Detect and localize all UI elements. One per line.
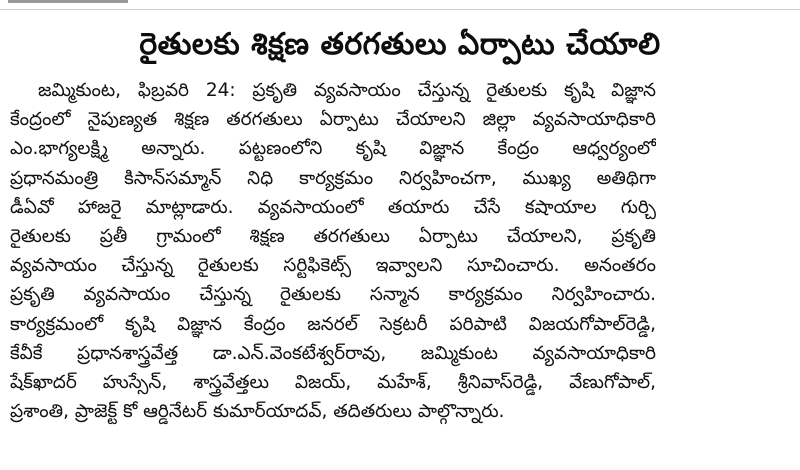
article-line: ప్రకృతి వ్యవసాయం చేస్తున్న రైతులకు సన్మాన కార్యక్రమం నిర్వహించారు. <box>10 284 656 306</box>
headline: రైతులకు శిక్షణ తరగతులు ఏర్పాటు చేయాలి <box>139 27 661 62</box>
article-body <box>10 76 656 426</box>
article-line: ఎం.భాగ్యలక్ష్మి అన్నారు. పట్టణంలోని కృషి విజ్ఞాన కేంద్రం ఆధ్వర్యంలో <box>10 138 656 160</box>
article-line: కేవీకే ప్రధానశాస్త్రవేత్త డా.ఎన్.వెంకటేశ్వర్‌రావు, జమ్మికుంట వ్యవసాయాధికారి <box>10 342 656 364</box>
article-line: రైతులకు ప్రతీ గ్రామంలో శిక్షణ తరగతులు ఏర్పాటు చేయాలని, ప్రకృతి <box>10 225 656 247</box>
divider <box>0 9 800 10</box>
article-line: కేంద్రంలో నైపుణ్యత శిక్షణ తరగతులు ఏర్పాటు చేయాలని జిల్లా వ్యవసాయాధికారి <box>10 109 656 131</box>
article-line: షేక్‌ఖాదర్ హుస్సేన్, శాస్త్రవేత్తలు విజయ్, మహేశ్, శ్రీనివాస్‌రెడ్డి, వేణుగోపాల్, <box>10 371 656 393</box>
top-rule <box>0 0 800 12</box>
article-line: జమ్మికుంట, ఫిబ్రవరి 24: ప్రకృతి వ్యవసాయం చేస్తున్న రైతులకు కృషి విజ్ఞాన <box>38 80 656 101</box>
article-line: ప్రశాంతి, ప్రాజెక్ట్ కో ఆర్డినేటర్ కుమార్‌యాదవ్, తదితరులు పాల్గొన్నారు. <box>10 401 505 423</box>
article-line: ప్రధానమంత్రి కిసాన్‌సమ్మాన్ నిధి కార్యక్రమం నిర్వహించగా, ముఖ్య అతిథిగా <box>10 167 656 189</box>
article-line: కార్యక్రమంలో కృషి విజ్ఞాన కేంద్రం జనరల్ సెక్రటరీ పరిపాటి విజయగోపాల్‌రెడ్డి, <box>10 313 656 335</box>
clipped-previous-text <box>8 0 128 3</box>
article-line: డీఏవో హాజరై మాట్లాడారు. వ్యవసాయంలో తయారు చేసే కషాయాల గుర్చి <box>10 196 656 218</box>
article-line: వ్యవసాయం చేస్తున్న రైతులకు సర్టిఫికెట్స్ ఇవ్వాలని సూచించారు. అనంతరం <box>10 255 656 277</box>
